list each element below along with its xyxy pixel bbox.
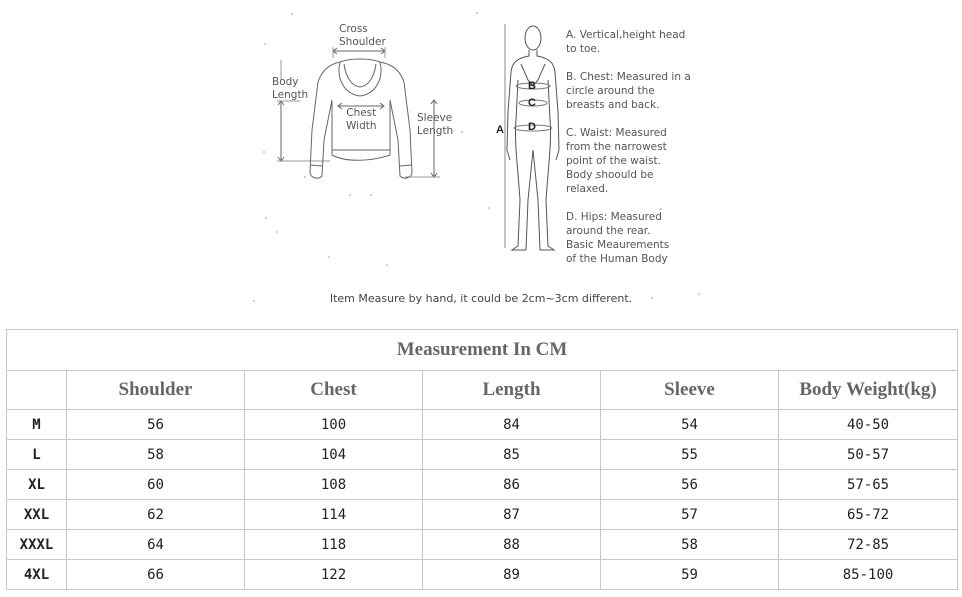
legend-item-a [566, 28, 706, 70]
sleeve-value: 59 [601, 560, 779, 590]
header-shoulder: Shoulder [67, 371, 245, 410]
sleeve-value: 54 [601, 410, 779, 440]
body-weight-value: 50-57 [779, 440, 958, 470]
length-value: 87 [423, 500, 601, 530]
header-size-blank [7, 371, 67, 410]
body-length-label: Body Length [272, 76, 309, 101]
size-label: XXL [7, 500, 67, 530]
shoulder-value: 66 [67, 560, 245, 590]
length-value: 89 [423, 560, 601, 590]
body-weight-value: 57-65 [779, 470, 958, 500]
sleeve-length-label: Sleeve Length [417, 112, 454, 137]
table-row [7, 560, 958, 590]
size-label: L [7, 440, 67, 470]
shoulder-value: 56 [67, 410, 245, 440]
legend-item-c [566, 126, 706, 210]
chest-value: 108 [245, 470, 423, 500]
size-label: 4XL [7, 560, 67, 590]
body-weight-value: 65-72 [779, 500, 958, 530]
body-letter-d: D [528, 121, 536, 133]
body-weight-value: 72-85 [779, 530, 958, 560]
chest-value: 118 [245, 530, 423, 560]
shoulder-value: 64 [67, 530, 245, 560]
shoulder-value: 62 [67, 500, 245, 530]
measurement-legend [566, 28, 706, 266]
table-header-row [7, 371, 958, 410]
chest-value: 104 [245, 440, 423, 470]
shoulder-value: 58 [67, 440, 245, 470]
chest-width-label: Chest Width [346, 107, 377, 132]
table-row [7, 410, 958, 440]
header-sleeve: Sleeve [601, 371, 779, 410]
size-label: XXXL [7, 530, 67, 560]
legend-text-c: C. Waist: Measured from the narrowest point of the waist. Body shoould be relaxed. [566, 127, 667, 195]
size-chart-table [6, 329, 958, 590]
legend-text-a: A. Vertical,height head to toe. [566, 29, 686, 55]
sleeve-value: 56 [601, 470, 779, 500]
human-body-drawing [505, 24, 559, 250]
chest-value: 114 [245, 500, 423, 530]
cross-shoulder-label: Cross Shoulder [339, 23, 386, 48]
table-row [7, 500, 958, 530]
length-value: 86 [423, 470, 601, 500]
sleeve-value: 55 [601, 440, 779, 470]
size-label: M [7, 410, 67, 440]
header-chest: Chest [245, 371, 423, 410]
sleeve-value: 58 [601, 530, 779, 560]
sleeve-value: 57 [601, 500, 779, 530]
table-title-row [7, 330, 958, 371]
shoulder-value: 60 [67, 470, 245, 500]
table-title: Measurement In CM [7, 330, 958, 371]
legend-item-b [566, 70, 706, 126]
body-letter-b: B [528, 80, 536, 92]
body-letter-c: C [528, 97, 536, 109]
table-row [7, 530, 958, 560]
length-value: 88 [423, 530, 601, 560]
chest-value: 122 [245, 560, 423, 590]
table-row [7, 440, 958, 470]
length-value: 85 [423, 440, 601, 470]
size-label: XL [7, 470, 67, 500]
length-value: 84 [423, 410, 601, 440]
body-weight-value: 85-100 [779, 560, 958, 590]
measure-note: Item Measure by hand, it could be 2cm~3cm different. [329, 292, 633, 305]
header-length: Length [423, 371, 601, 410]
table-row [7, 470, 958, 500]
legend-text-d: D. Hips: Measured around the rear. Basic Meaurements of the Human Body [566, 211, 670, 265]
header-body-weight: Body Weight(kg) [779, 371, 958, 410]
chest-value: 100 [245, 410, 423, 440]
legend-text-b: B. Chest: Measured in a circle around the breasts and back. [566, 71, 691, 111]
legend-item-d [566, 210, 706, 266]
body-weight-value: 40-50 [779, 410, 958, 440]
body-letter-a: A [496, 124, 504, 136]
